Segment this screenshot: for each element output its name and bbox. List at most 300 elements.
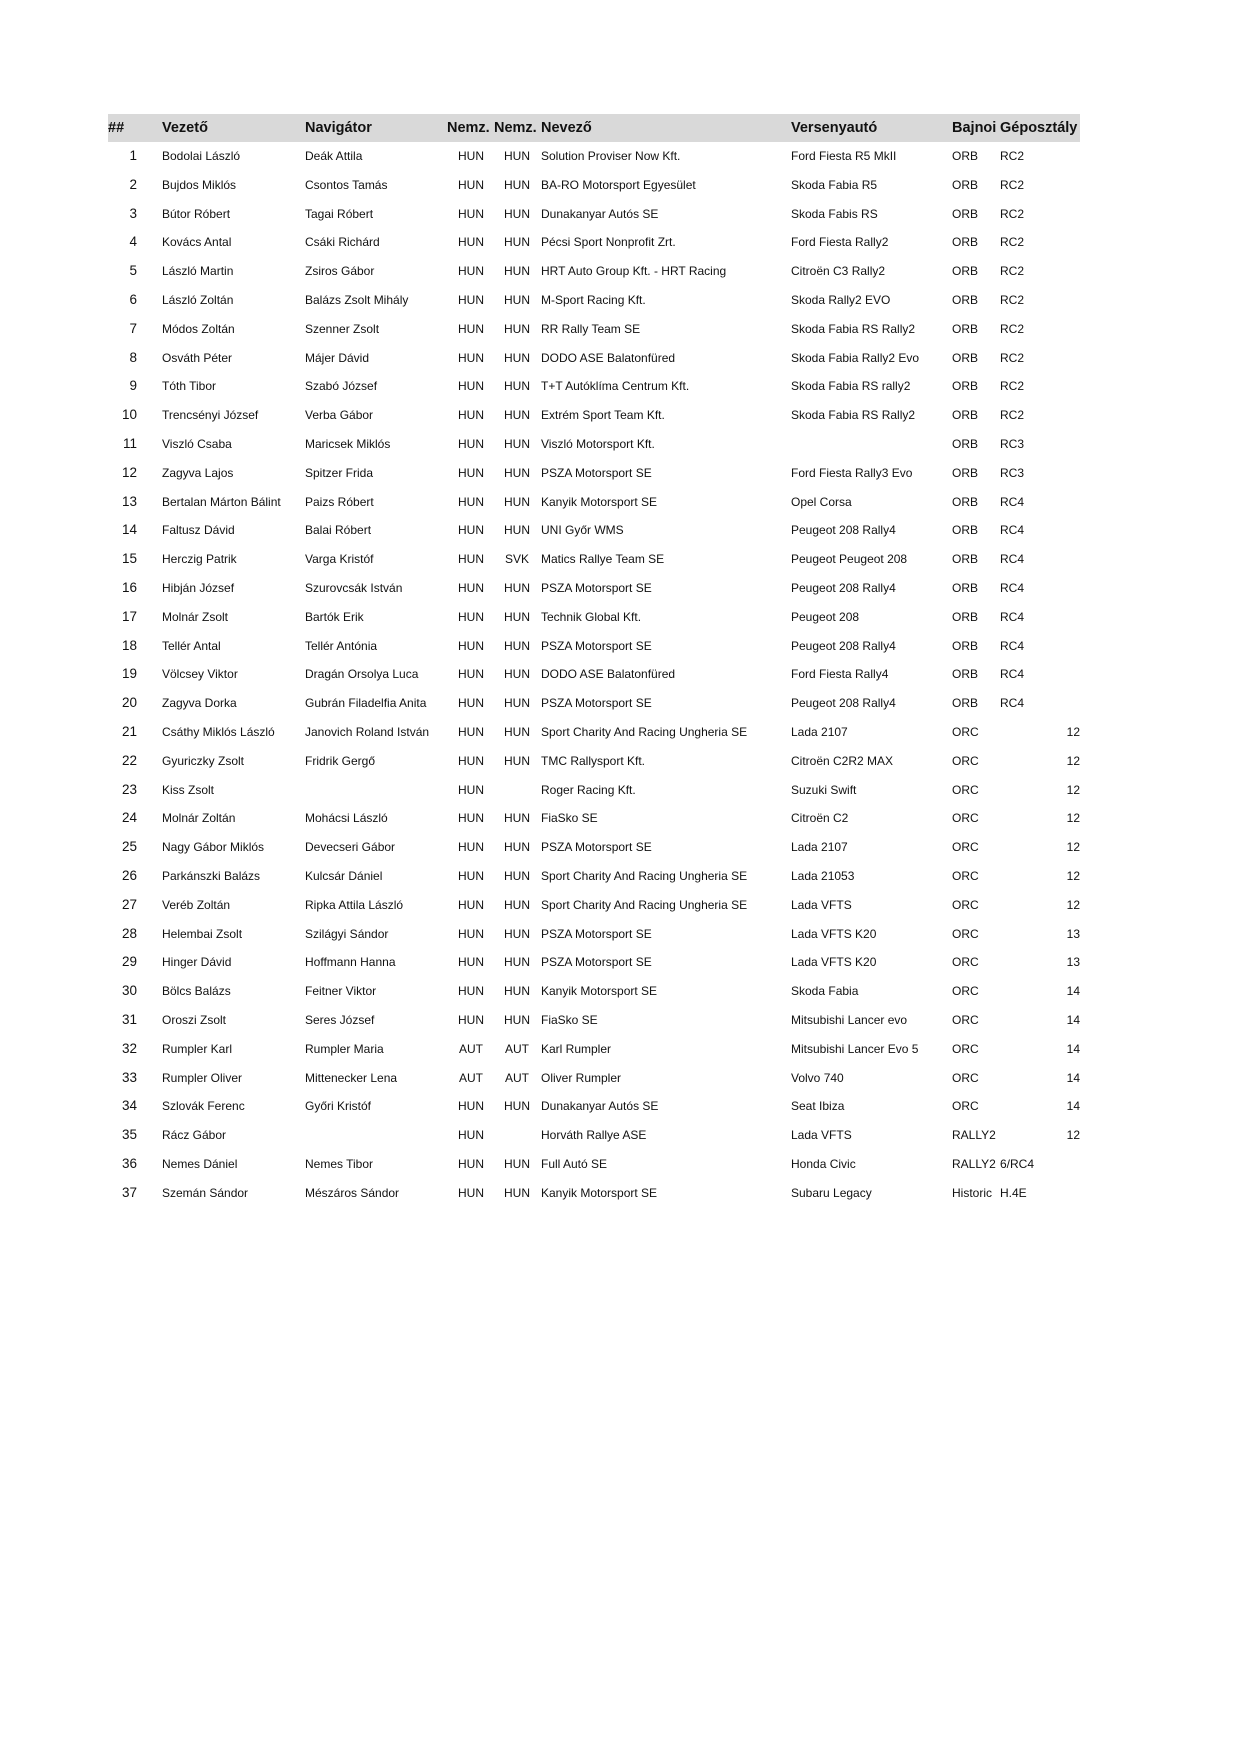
cell-nationality-driver: HUN bbox=[458, 868, 484, 883]
cell-championship: ORB bbox=[952, 523, 979, 538]
cell-championship: ORC bbox=[952, 782, 979, 797]
cell-nationality-navigator: HUN bbox=[504, 609, 530, 624]
cell-navigator: Fridrik Gergő bbox=[305, 753, 376, 768]
cell-extra: 12 bbox=[1066, 897, 1080, 912]
cell-nationality-navigator: HUN bbox=[504, 1185, 530, 1200]
cell-driver: Herczig Patrik bbox=[162, 552, 237, 567]
cell-championship: ORB bbox=[952, 494, 979, 509]
cell-extra: 12 bbox=[1066, 1128, 1080, 1143]
cell-driver: Molnár Zsolt bbox=[162, 609, 229, 624]
cell-class: RC3 bbox=[1000, 436, 1025, 451]
cell-nationality-driver: HUN bbox=[458, 840, 484, 855]
cell-number: 8 bbox=[129, 349, 137, 365]
cell-entrant: Kanyik Motorsport SE bbox=[541, 1185, 658, 1200]
cell-car: Opel Corsa bbox=[791, 494, 852, 509]
table-row bbox=[108, 920, 1080, 949]
cell-nationality-driver: HUN bbox=[458, 782, 484, 797]
cell-navigator: Gubrán Filadelfia Anita bbox=[305, 696, 427, 711]
cell-entrant: Solution Proviser Now Kft. bbox=[541, 149, 681, 163]
cell-class: RC4 bbox=[1000, 638, 1025, 653]
cell-entrant: UNI Győr WMS bbox=[541, 523, 624, 538]
cell-driver: Völcsey Viktor bbox=[162, 667, 238, 682]
cell-nationality-driver: HUN bbox=[458, 321, 484, 336]
cell-number: 16 bbox=[121, 579, 137, 595]
cell-class: RC4 bbox=[1000, 552, 1025, 567]
cell-championship: ORB bbox=[952, 149, 979, 163]
cell-championship: ORB bbox=[952, 609, 979, 624]
table-row bbox=[108, 171, 1080, 200]
table-row bbox=[108, 804, 1080, 833]
cell-nationality-driver: HUN bbox=[458, 897, 484, 912]
cell-entrant: Sport Charity And Racing Ungheria SE bbox=[541, 897, 748, 912]
cell-car: Lada VFTS bbox=[791, 1128, 852, 1143]
cell-nationality-driver: HUN bbox=[458, 1128, 484, 1143]
cell-driver: Tellér Antal bbox=[162, 638, 221, 653]
cell-nationality-driver: HUN bbox=[458, 1156, 484, 1171]
cell-entrant: Dunakanyar Autós SE bbox=[541, 1099, 659, 1114]
header-navigator: Navigátor bbox=[305, 120, 372, 136]
cell-nationality-navigator: HUN bbox=[504, 436, 530, 451]
table-row bbox=[108, 200, 1080, 229]
header-driver: Vezető bbox=[162, 120, 208, 136]
cell-number: 31 bbox=[121, 1011, 137, 1027]
cell-number: 33 bbox=[121, 1069, 137, 1085]
cell-number: 32 bbox=[121, 1040, 137, 1056]
cell-entrant: Extrém Sport Team Kft. bbox=[541, 408, 665, 423]
cell-entrant: PSZA Motorsport SE bbox=[541, 840, 652, 855]
cell-number: 11 bbox=[122, 435, 137, 451]
cell-navigator: Maricsek Miklós bbox=[305, 436, 391, 451]
cell-car: Skoda Fabia RS rally2 bbox=[791, 379, 911, 394]
cell-nationality-navigator: HUN bbox=[504, 379, 530, 394]
cell-nationality-navigator: SVK bbox=[504, 552, 529, 567]
cell-driver: Veréb Zoltán bbox=[162, 897, 231, 912]
cell-car: Ford Fiesta R5 MkII bbox=[791, 149, 897, 163]
cell-entrant: DODO ASE Balatonfüred bbox=[541, 350, 676, 365]
cell-driver: Faltusz Dávid bbox=[162, 523, 235, 538]
cell-navigator: Rumpler Maria bbox=[305, 1041, 384, 1056]
cell-driver: Bujdos Miklós bbox=[162, 177, 237, 192]
table-row bbox=[108, 344, 1080, 373]
table-row bbox=[108, 516, 1080, 545]
table-row bbox=[108, 574, 1080, 603]
cell-class: RC4 bbox=[1000, 523, 1025, 538]
cell-class: RC2 bbox=[1000, 149, 1025, 163]
cell-class: RC4 bbox=[1000, 494, 1025, 509]
table-header-row bbox=[108, 114, 1080, 142]
cell-championship: ORB bbox=[952, 292, 979, 307]
cell-car: Lada 21053 bbox=[791, 868, 855, 883]
cell-navigator: Szabó József bbox=[305, 379, 378, 394]
cell-nationality-navigator: HUN bbox=[504, 1012, 530, 1027]
cell-championship: ORC bbox=[952, 753, 979, 768]
cell-number: 21 bbox=[121, 723, 137, 739]
cell-navigator: Zsiros Gábor bbox=[305, 264, 375, 279]
cell-nationality-navigator: HUN bbox=[504, 1099, 530, 1114]
cell-entrant: Horváth Rallye ASE bbox=[541, 1128, 647, 1143]
cell-extra: 12 bbox=[1066, 753, 1080, 768]
cell-entrant: PSZA Motorsport SE bbox=[541, 465, 652, 480]
cell-entrant: PSZA Motorsport SE bbox=[541, 638, 652, 653]
cell-entrant: PSZA Motorsport SE bbox=[541, 696, 652, 711]
header-car: Versenyautó bbox=[791, 120, 878, 136]
cell-nationality-navigator: HUN bbox=[504, 840, 530, 855]
cell-nationality-driver: HUN bbox=[458, 552, 484, 567]
cell-car: Skoda Fabia RS Rally2 bbox=[791, 321, 916, 336]
cell-navigator: Bartók Erik bbox=[305, 609, 364, 624]
cell-nationality-navigator: HUN bbox=[504, 523, 530, 538]
table-row bbox=[108, 372, 1080, 401]
table-row bbox=[108, 1150, 1080, 1179]
cell-championship: ORC bbox=[952, 897, 979, 912]
cell-entrant: PSZA Motorsport SE bbox=[541, 926, 652, 941]
cell-driver: Hibján József bbox=[162, 580, 235, 595]
cell-extra: 14 bbox=[1066, 1070, 1080, 1085]
cell-class: RC3 bbox=[1000, 465, 1025, 480]
cell-number: 23 bbox=[121, 781, 137, 797]
cell-championship: ORC bbox=[952, 811, 979, 826]
cell-class: RC4 bbox=[1000, 580, 1025, 595]
cell-championship: ORB bbox=[952, 177, 979, 192]
cell-nationality-navigator: HUN bbox=[504, 494, 530, 509]
table-row bbox=[108, 228, 1080, 257]
cell-navigator: Varga Kristóf bbox=[305, 552, 374, 567]
cell-car: Suzuki Swift bbox=[791, 782, 857, 797]
cell-number: 5 bbox=[129, 263, 137, 279]
cell-extra: 12 bbox=[1066, 840, 1080, 855]
cell-class: RC2 bbox=[1000, 379, 1025, 394]
cell-class: RC2 bbox=[1000, 177, 1025, 192]
cell-driver: Módos Zoltán bbox=[162, 321, 235, 336]
cell-navigator: Szenner Zsolt bbox=[305, 321, 380, 336]
cell-championship: ORC bbox=[952, 1099, 979, 1114]
cell-navigator: Tellér Antónia bbox=[305, 638, 378, 653]
cell-nationality-driver: HUN bbox=[458, 811, 484, 826]
cell-number: 37 bbox=[121, 1184, 137, 1200]
cell-championship: ORB bbox=[952, 321, 979, 336]
cell-nationality-navigator: HUN bbox=[504, 465, 530, 480]
cell-car: Mitsubishi Lancer Evo 5 bbox=[791, 1041, 919, 1056]
table-row bbox=[108, 776, 1080, 805]
cell-nationality-driver: HUN bbox=[458, 696, 484, 711]
table-row bbox=[108, 891, 1080, 920]
cell-nationality-navigator: HUN bbox=[504, 984, 530, 999]
table-row bbox=[108, 1121, 1080, 1150]
cell-driver: Tóth Tibor bbox=[162, 379, 217, 394]
cell-entrant: Kanyik Motorsport SE bbox=[541, 984, 658, 999]
cell-entrant: Matics Rallye Team SE bbox=[541, 552, 665, 567]
cell-driver: Nemes Dániel bbox=[162, 1156, 238, 1171]
cell-driver: Bodolai László bbox=[162, 149, 241, 163]
cell-car: Ford Fiesta Rally3 Evo bbox=[791, 465, 913, 480]
table-row bbox=[108, 488, 1080, 517]
cell-extra: 12 bbox=[1066, 811, 1080, 826]
cell-number: 34 bbox=[121, 1098, 137, 1114]
cell-extra: 14 bbox=[1066, 1099, 1080, 1114]
table-row bbox=[108, 459, 1080, 488]
cell-nationality-navigator: HUN bbox=[504, 696, 530, 711]
cell-navigator: Dragán Orsolya Luca bbox=[305, 667, 419, 682]
cell-nationality-driver: HUN bbox=[458, 206, 484, 221]
cell-driver: Bertalan Márton Bálint bbox=[162, 494, 281, 509]
cell-navigator: Győri Kristóf bbox=[305, 1099, 372, 1114]
table-row bbox=[108, 833, 1080, 862]
cell-car: Peugeot 208 Rally4 bbox=[791, 580, 896, 595]
cell-navigator: Verba Gábor bbox=[305, 408, 374, 423]
cell-driver: Viszló Csaba bbox=[162, 436, 232, 451]
cell-extra: 13 bbox=[1066, 926, 1080, 941]
cell-championship: ORB bbox=[952, 667, 979, 682]
cell-nationality-driver: HUN bbox=[458, 292, 484, 307]
cell-championship: ORC bbox=[952, 955, 979, 970]
cell-number: 9 bbox=[129, 378, 137, 394]
cell-driver: Szlovák Ferenc bbox=[162, 1099, 245, 1114]
cell-car: Peugeot 208 bbox=[791, 609, 860, 624]
cell-nationality-navigator: HUN bbox=[504, 177, 530, 192]
cell-class: RC2 bbox=[1000, 321, 1025, 336]
header-championship: Bajnoi bbox=[952, 120, 997, 136]
cell-entrant: T+T Autóklíma Centrum Kft. bbox=[541, 379, 690, 394]
cell-navigator: Balázs Zsolt Mihály bbox=[305, 292, 409, 307]
cell-championship: ORB bbox=[952, 264, 979, 279]
cell-extra: 12 bbox=[1066, 868, 1080, 883]
cell-nationality-driver: HUN bbox=[458, 609, 484, 624]
cell-nationality-navigator: HUN bbox=[504, 897, 530, 912]
cell-nationality-driver: HUN bbox=[458, 667, 484, 682]
cell-nationality-driver: HUN bbox=[458, 149, 484, 163]
cell-class: RC2 bbox=[1000, 350, 1025, 365]
cell-championship: ORB bbox=[952, 552, 979, 567]
cell-car: Lada VFTS bbox=[791, 897, 852, 912]
cell-nationality-driver: HUN bbox=[458, 580, 484, 595]
cell-nationality-navigator: HUN bbox=[504, 868, 530, 883]
cell-driver: Hinger Dávid bbox=[162, 955, 232, 970]
cell-championship: ORB bbox=[952, 436, 979, 451]
cell-number: 25 bbox=[121, 839, 137, 855]
cell-nationality-navigator: HUN bbox=[504, 350, 530, 365]
cell-number: 15 bbox=[121, 551, 137, 567]
cell-number: 12 bbox=[121, 464, 137, 480]
cell-driver: Gyuriczky Zsolt bbox=[162, 753, 245, 768]
cell-nationality-driver: HUN bbox=[458, 523, 484, 538]
table-row bbox=[108, 718, 1080, 747]
cell-extra: 12 bbox=[1066, 724, 1080, 739]
table-row bbox=[108, 430, 1080, 459]
table-row bbox=[108, 315, 1080, 344]
cell-nationality-navigator: HUN bbox=[504, 667, 530, 682]
cell-nationality-driver: HUN bbox=[458, 465, 484, 480]
cell-nationality-driver: HUN bbox=[458, 235, 484, 250]
cell-car: Peugeot 208 Rally4 bbox=[791, 696, 896, 711]
cell-nationality-navigator: HUN bbox=[504, 264, 530, 279]
cell-car: Lada VFTS K20 bbox=[791, 955, 877, 970]
table-row bbox=[108, 1006, 1080, 1035]
cell-nationality-driver: HUN bbox=[458, 379, 484, 394]
cell-nationality-navigator: HUN bbox=[504, 926, 530, 941]
cell-nationality-navigator: HUN bbox=[504, 408, 530, 423]
cell-car: Ford Fiesta Rally2 bbox=[791, 235, 889, 250]
cell-nationality-driver: AUT bbox=[459, 1041, 483, 1056]
cell-car: Peugeot Peugeot 208 bbox=[791, 552, 908, 567]
cell-class: 6/RC4 bbox=[1000, 1156, 1035, 1171]
cell-number: 30 bbox=[121, 983, 137, 999]
table-row bbox=[108, 948, 1080, 977]
cell-driver: Zagyva Dorka bbox=[162, 696, 237, 711]
cell-nationality-navigator: HUN bbox=[504, 206, 530, 221]
cell-class: RC2 bbox=[1000, 292, 1025, 307]
cell-championship: ORB bbox=[952, 379, 979, 394]
cell-navigator: Csáki Richárd bbox=[305, 235, 380, 250]
cell-driver: Rumpler Oliver bbox=[162, 1070, 243, 1085]
cell-number: 35 bbox=[121, 1127, 137, 1143]
table-row bbox=[108, 142, 1080, 171]
cell-nationality-driver: HUN bbox=[458, 494, 484, 509]
cell-nationality-navigator: HUN bbox=[504, 724, 530, 739]
cell-entrant: DODO ASE Balatonfüred bbox=[541, 667, 676, 682]
cell-navigator: Paizs Róbert bbox=[305, 494, 374, 509]
cell-navigator: Mohácsi László bbox=[305, 811, 388, 826]
cell-navigator: Spitzer Frida bbox=[305, 465, 374, 480]
cell-navigator: Deák Attila bbox=[305, 149, 363, 163]
table-row bbox=[108, 401, 1080, 430]
cell-navigator: Ripka Attila László bbox=[305, 897, 404, 912]
cell-championship: ORB bbox=[952, 408, 979, 423]
cell-nationality-navigator: HUN bbox=[504, 955, 530, 970]
cell-entrant: RR Rally Team SE bbox=[541, 321, 641, 336]
cell-extra: 14 bbox=[1066, 1041, 1080, 1056]
cell-car: Volvo 740 bbox=[791, 1070, 844, 1085]
cell-car: Skoda Fabia Rally2 Evo bbox=[791, 350, 920, 365]
cell-championship: Historic bbox=[952, 1185, 993, 1200]
table-row bbox=[108, 632, 1080, 661]
cell-number: 28 bbox=[121, 925, 137, 941]
cell-navigator: Feitner Viktor bbox=[305, 984, 377, 999]
cell-entrant: FiaSko SE bbox=[541, 811, 598, 826]
header-no: ## bbox=[108, 120, 125, 136]
cell-navigator: Seres József bbox=[305, 1012, 375, 1027]
cell-extra: 14 bbox=[1066, 984, 1080, 999]
cell-number: 19 bbox=[121, 666, 137, 682]
cell-car: Skoda Rally2 EVO bbox=[791, 292, 891, 307]
cell-championship: ORB bbox=[952, 580, 979, 595]
cell-extra: 13 bbox=[1066, 955, 1080, 970]
table-row bbox=[108, 545, 1080, 574]
cell-championship: ORC bbox=[952, 926, 979, 941]
cell-class: RC4 bbox=[1000, 667, 1025, 682]
cell-entrant: Pécsi Sport Nonprofit Zrt. bbox=[541, 235, 676, 250]
table-row bbox=[108, 1035, 1080, 1064]
cell-driver: László Martin bbox=[162, 264, 234, 279]
header-class: Géposztály bbox=[1000, 120, 1078, 136]
table-body bbox=[108, 142, 1080, 1207]
cell-championship: RALLY2 bbox=[952, 1156, 996, 1171]
cell-nationality-navigator: HUN bbox=[504, 321, 530, 336]
cell-navigator: Mittenecker Lena bbox=[305, 1070, 398, 1085]
cell-championship: ORB bbox=[952, 206, 979, 221]
cell-number: 1 bbox=[129, 148, 137, 163]
table-row bbox=[108, 689, 1080, 718]
cell-navigator: Janovich Roland István bbox=[305, 724, 430, 739]
cell-extra: 12 bbox=[1066, 782, 1080, 797]
cell-entrant: FiaSko SE bbox=[541, 1012, 598, 1027]
cell-car: Honda Civic bbox=[791, 1156, 856, 1171]
cell-nationality-driver: HUN bbox=[458, 753, 484, 768]
cell-nationality-navigator: HUN bbox=[504, 811, 530, 826]
cell-nationality-navigator: HUN bbox=[504, 1156, 530, 1171]
cell-driver: László Zoltán bbox=[162, 292, 234, 307]
cell-navigator: Balai Róbert bbox=[305, 523, 372, 538]
cell-championship: ORB bbox=[952, 696, 979, 711]
cell-nationality-driver: HUN bbox=[458, 926, 484, 941]
cell-class: RC2 bbox=[1000, 206, 1025, 221]
cell-number: 7 bbox=[129, 320, 137, 336]
table-row bbox=[108, 862, 1080, 891]
cell-number: 14 bbox=[121, 522, 137, 538]
cell-entrant: Full Autó SE bbox=[541, 1156, 608, 1171]
cell-entrant: Karl Rumpler bbox=[541, 1041, 612, 1056]
cell-navigator: Mészáros Sándor bbox=[305, 1185, 400, 1200]
cell-number: 4 bbox=[129, 234, 137, 250]
cell-nationality-navigator: HUN bbox=[504, 753, 530, 768]
cell-car: Ford Fiesta Rally4 bbox=[791, 667, 889, 682]
cell-nationality-driver: HUN bbox=[458, 1012, 484, 1027]
cell-navigator: Májer Dávid bbox=[305, 350, 370, 365]
cell-nationality-navigator: HUN bbox=[504, 580, 530, 595]
table-row bbox=[108, 286, 1080, 315]
header-nationality-driver: Nemz. bbox=[447, 120, 490, 136]
cell-car: Citroën C2R2 MAX bbox=[791, 753, 894, 768]
cell-car: Citroën C2 bbox=[791, 811, 849, 826]
cell-driver: Zagyva Lajos bbox=[162, 465, 234, 480]
cell-driver: Rácz Gábor bbox=[162, 1128, 227, 1143]
cell-nationality-navigator: HUN bbox=[504, 235, 530, 250]
cell-entrant: Roger Racing Kft. bbox=[541, 782, 636, 797]
cell-nationality-driver: HUN bbox=[458, 1185, 484, 1200]
cell-nationality-navigator: HUN bbox=[504, 292, 530, 307]
cell-car: Mitsubishi Lancer evo bbox=[791, 1012, 908, 1027]
cell-entrant: M-Sport Racing Kft. bbox=[541, 292, 646, 307]
cell-number: 17 bbox=[121, 608, 137, 624]
cell-nationality-driver: HUN bbox=[458, 955, 484, 970]
cell-class: H.4E bbox=[1000, 1185, 1027, 1200]
cell-championship: ORC bbox=[952, 1012, 979, 1027]
cell-championship: ORB bbox=[952, 638, 979, 653]
cell-navigator: Tagai Róbert bbox=[305, 206, 374, 221]
cell-number: 18 bbox=[121, 637, 137, 653]
cell-car: Seat Ibiza bbox=[791, 1099, 845, 1114]
cell-car: Peugeot 208 Rally4 bbox=[791, 523, 896, 538]
cell-car: Skoda Fabia R5 bbox=[791, 177, 878, 192]
cell-number: 27 bbox=[121, 896, 137, 912]
cell-nationality-navigator: AUT bbox=[505, 1070, 529, 1085]
cell-class: RC2 bbox=[1000, 408, 1025, 423]
cell-nationality-driver: AUT bbox=[459, 1070, 483, 1085]
table-row bbox=[108, 1179, 1080, 1208]
cell-championship: ORC bbox=[952, 868, 979, 883]
cell-driver: Molnár Zoltán bbox=[162, 811, 236, 826]
cell-driver: Bútor Róbert bbox=[162, 206, 231, 221]
cell-entrant: PSZA Motorsport SE bbox=[541, 580, 652, 595]
cell-class: RC2 bbox=[1000, 235, 1025, 250]
cell-car: Peugeot 208 Rally4 bbox=[791, 638, 896, 653]
cell-nationality-driver: HUN bbox=[458, 638, 484, 653]
cell-driver: Trencsényi József bbox=[162, 408, 259, 423]
cell-nationality-driver: HUN bbox=[458, 436, 484, 451]
cell-entrant: Sport Charity And Racing Ungheria SE bbox=[541, 724, 748, 739]
cell-driver: Kiss Zsolt bbox=[162, 782, 215, 797]
cell-championship: ORC bbox=[952, 840, 979, 855]
cell-championship: ORB bbox=[952, 235, 979, 250]
